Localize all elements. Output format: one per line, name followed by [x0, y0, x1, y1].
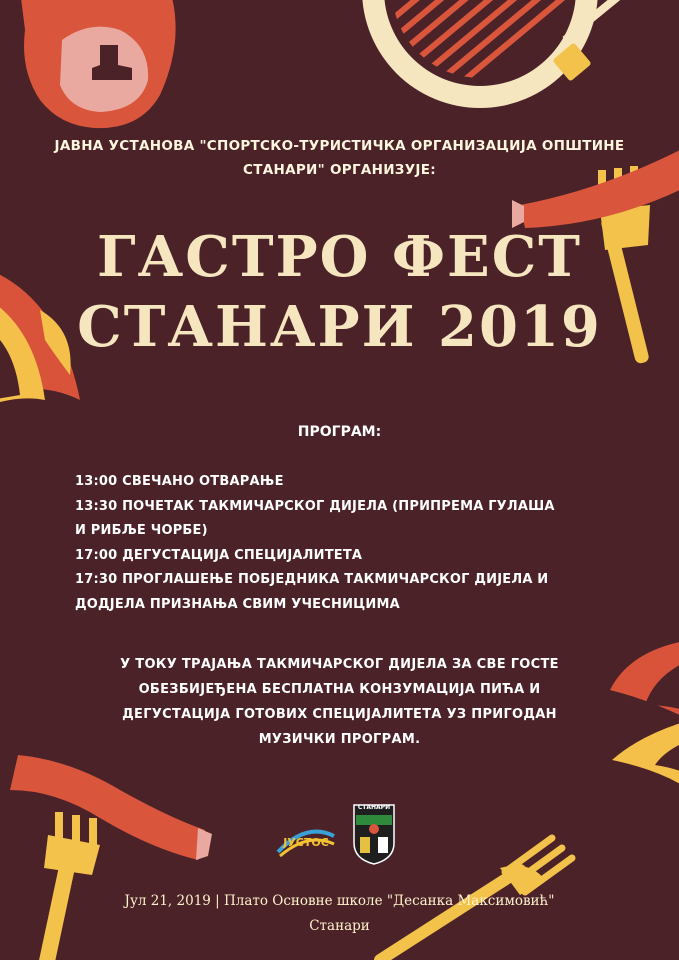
- title-line: ГАСТРО ФЕСТ: [97, 224, 582, 290]
- program-list: [75, 470, 635, 617]
- program-item: И РИБЉЕ ЧОРБЕ): [75, 523, 208, 538]
- note-line: ДЕГУСТАЦИЈА ГОТОВИХ СПЕЦИЈАЛИТЕТА УЗ ПРИГОДАН: [122, 707, 557, 722]
- note-text: [0, 652, 679, 752]
- footer-place: Станари: [309, 918, 370, 934]
- program-heading: ПРОГРАМ:: [297, 424, 382, 440]
- note-line: МУЗИЧКИ ПРОГРАМ.: [258, 732, 421, 747]
- title-line: [0, 292, 679, 362]
- crest-label: СТАНАРИ: [357, 804, 391, 811]
- program-item: 13:30 ПОЧЕТАК ТАКМИЧАРСКОГ ДИЈЕЛА (ПРИПРЕМА ГУЛАША: [75, 498, 555, 514]
- program-item: 13:00 СВЕЧАНО ОТВАРАЊЕ: [75, 474, 284, 489]
- note-line: ОБЕЗБИЈЕЂЕНА БЕСПЛАТНА КОНЗУМАЦИЈА ПИЋА И: [138, 682, 541, 697]
- event-title: [0, 222, 679, 362]
- justos-logo: [272, 822, 340, 860]
- program-item: ДОДЈЕЛА ПРИЗНАЊА СВИМ УЧЕСНИЦИМА: [75, 596, 400, 612]
- note-line: У ТОКУ ТРАЈАЊА ТАКМИЧАРСКОГ ДИЈЕЛА ЗА СВЕ ГОСТЕ: [120, 657, 559, 672]
- justos-logo-text: ЈУСТОС: [283, 836, 329, 849]
- title-place: СТАНАРИ: [77, 294, 417, 360]
- organizer-text: [0, 134, 679, 182]
- program-item: 17:00 ДЕГУСТАЦИЈА СПЕЦИЈАЛИТЕТА: [75, 547, 363, 563]
- program-item: 17:30 ПРОГЛАШЕЊЕ ПОБЈЕДНИКА ТАКМИЧАРСКОГ ДИЈЕЛА И: [75, 572, 549, 587]
- oven-mitt-icon: [20, 0, 176, 128]
- municipality-crest-icon: [352, 803, 396, 865]
- organizer-line: СТАНАРИ" ОРГАНИЗУЈЕ:: [243, 162, 436, 178]
- organizer-line: ЈАВНА УСТАНОВА "СПОРТСКО-ТУРИСТИЧКА ОРГАНИЗАЦИЈА ОПШТИНЕ: [54, 138, 625, 154]
- title-year: 2019: [438, 294, 602, 360]
- grill-icon: [360, 0, 620, 112]
- footer-date-venue: Јул 21, 2019 | Плато Основне школе "Десанка Максимовић": [124, 893, 555, 909]
